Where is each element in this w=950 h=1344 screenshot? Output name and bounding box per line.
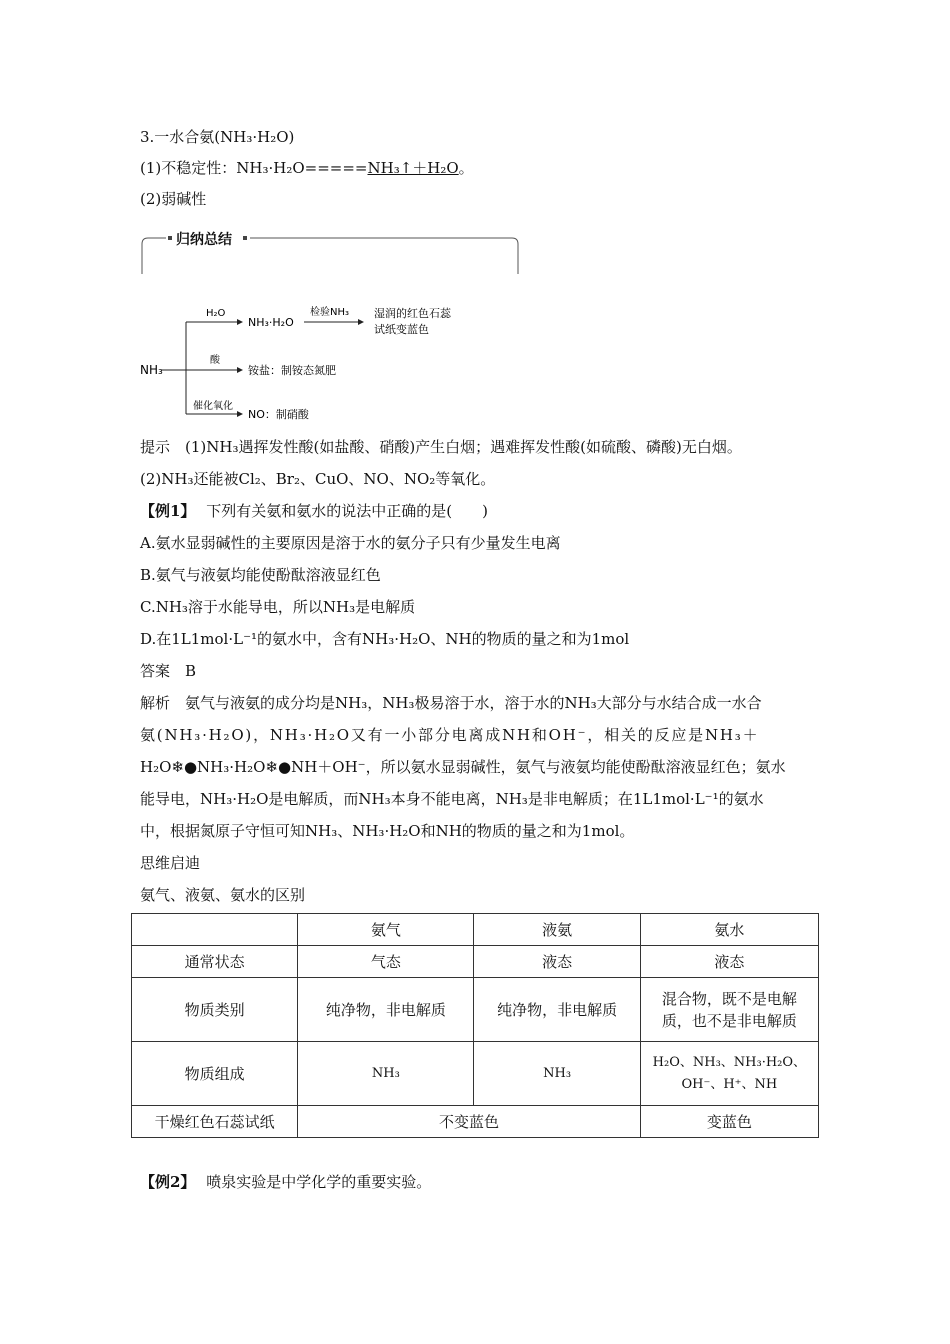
table-cell: 纯净物，非电解质 [474,978,640,1042]
diagram-h2o-label: H₂O [206,308,226,319]
option-c: C.NH₃溶于水能导电，所以NH₃是电解质 [140,598,416,616]
table-header-cell: 氨气 [298,914,474,946]
diagram-no: NO：制硝酸 [248,408,309,421]
inspiration-heading: 思维启迪 [140,854,201,872]
diagram-result-2: 试纸变蓝色 [374,323,429,336]
analysis-line-2: 氨(NH₃·H₂O)，NH₃·H₂O又有一小部分电离成NH和OH⁻，相关的反应是NH₃＋ [140,726,760,744]
table-cell-line: OH⁻、H⁺、NH [681,1076,778,1092]
analysis-line-4: 能导电，NH₃·H₂O是电解质，而NH₃本身不能电离，NH₃是非电解质；在1L1mol·L⁻¹的氨水 [140,790,764,808]
diagram-acid-label: 酸 [210,355,220,366]
diagram-result-1: 湿润的红色石蕊 [374,307,451,320]
diagram-test-label: 检验NH₃ [310,307,350,318]
table-header-cell: 氨水 [640,914,818,946]
table-cell [640,978,818,1042]
diagram-oxidation-label: 催化氧化 [193,401,233,412]
table-cell [640,1042,818,1106]
option-d: D.在1L1mol·L⁻¹的氨水中，含有NH₃·H₂O、NH的物质的量之和为1mol [140,630,630,648]
example1-text: 下列有关氨和氨水的说法中正确的是( ) [206,502,488,520]
table-cell: 通常状态 [132,946,298,978]
table-row [132,978,819,1042]
table-row [132,914,819,946]
example2 [140,1172,431,1192]
table-title: 氨气、液氨、氨水的区别 [140,886,306,904]
table-cell: 物质组成 [132,1042,298,1106]
table-row [132,1042,819,1106]
option-b: B.氨气与液氨均能使酚酞溶液显红色 [140,566,381,584]
tip-line-2: (2)NH₃还能被Cl₂、Br₂、CuO、NO、NO₂等氧化。 [140,470,496,488]
diagram-nh3: NH₃ [140,363,163,377]
table-row [132,946,819,978]
analysis-line-3: H₂O❄●NH₃·H₂O❄●NH＋OH⁻，所以氨水显弱碱性，氨气与液氨均能使酚酞溶液显红色；氨水 [140,758,786,776]
table-cell: 纯净物，非电解质 [298,978,474,1042]
table-cell-line: H₂O、NH₃、NH₃·H₂O、 [652,1054,807,1070]
tip-line-1: 提示 (1)NH₃遇挥发性酸(如盐酸、硝酸)产生白烟；遇难挥发性酸(如硫酸、磷酸)无白烟。 [140,438,742,456]
table-cell: 不变蓝色 [298,1106,640,1138]
example1-tag: 【例1】 [140,502,196,520]
table-cell-line: 质，也不是非电解质 [661,1011,797,1030]
diagram-ammonium: 铵盐：制铵态氮肥 [248,364,336,377]
analysis-line-5: 中，根据氮原子守恒可知NH₃、NH₃·H₂O和NH的物质的量之和为1mol。 [140,822,635,840]
table-cell: NH₃ [298,1042,474,1106]
table-cell: 气态 [298,946,474,978]
option-a: A.氨水显弱碱性的主要原因是溶于水的氨分子只有少量发生电离 [140,534,561,552]
section-title: 3.一水合氨(NH₃·H₂O) [140,128,295,146]
table-header-cell [132,914,298,946]
table-row [132,1106,819,1138]
weak-base-line: (2)弱碱性 [140,190,207,208]
table-cell: 变蓝色 [640,1106,818,1138]
table-cell: 液态 [474,946,640,978]
analysis-line-1: 解析 氨气与液氨的成分均是NH₃，NH₃极易溶于水，溶于水的NH₃大部分与水结合成一水合 [140,694,762,712]
example1-question [140,501,488,521]
example2-text: 喷泉实验是中学化学的重要实验。 [206,1173,432,1191]
example2-tag: 【例2】 [140,1173,196,1191]
table-cell: 液态 [640,946,818,978]
instability-line [140,158,474,178]
diagram-nh3h2o: NH₃·H₂O [248,316,294,329]
summary-box [140,230,520,276]
instability-prefix: (1)不稳定性：NH₃·H₂O===== [140,159,368,177]
comparison-table [131,913,819,1138]
table-cell: 干燥红色石蕊试纸 [132,1106,298,1138]
table-header-cell: 液氨 [474,914,640,946]
answer: 答案 B [140,662,197,680]
table-cell: 物质类别 [132,978,298,1042]
table-cell-line: 混合物，既不是电解 [661,989,797,1008]
instability-products: NH₃↑＋H₂O [367,159,459,177]
instability-suffix: 。 [458,159,474,177]
summary-heading: 归纳总结 [176,232,232,248]
table-cell: NH₃ [474,1042,640,1106]
ammonia-reaction-diagram [138,298,498,428]
